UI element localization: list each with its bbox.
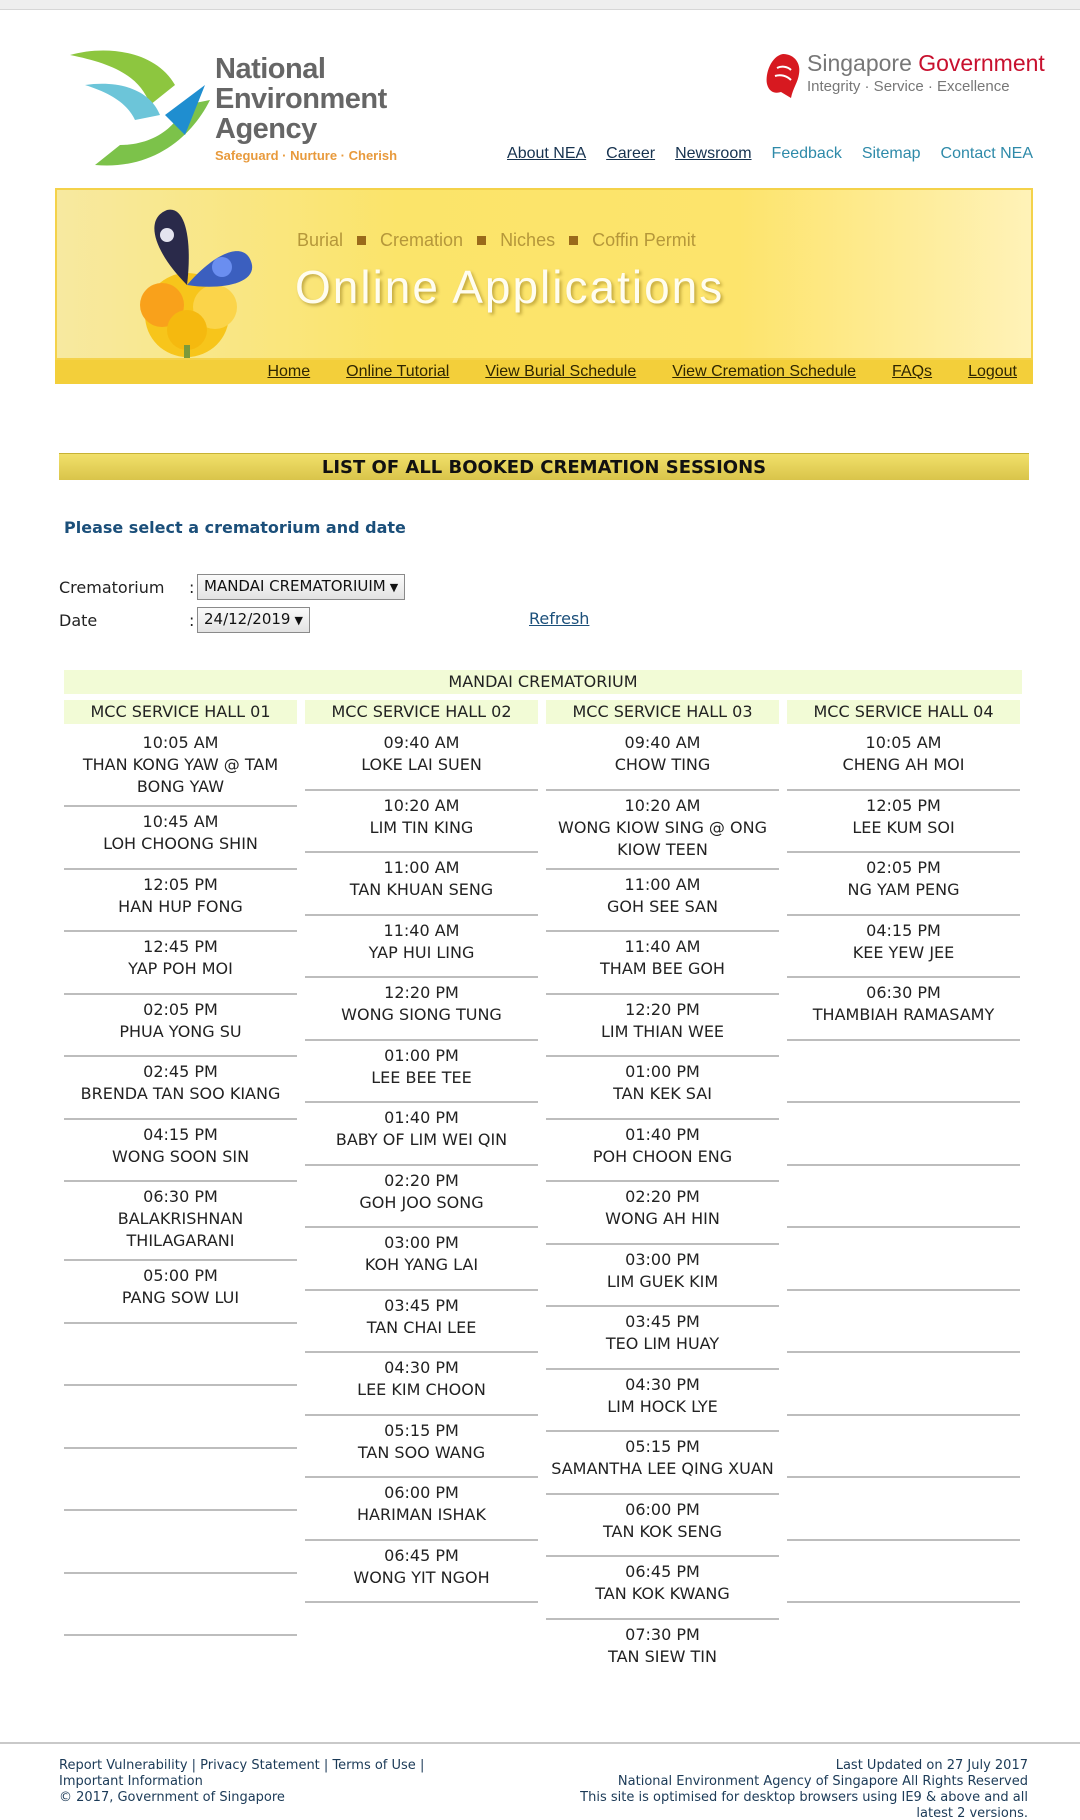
sub-nav-logout[interactable]: Logout [968, 363, 1017, 380]
empty-session-slot [64, 1386, 297, 1449]
square-bullet-icon [569, 236, 578, 245]
org-name-line-1: National [215, 53, 326, 85]
session-time: 09:40 AM [624, 733, 701, 752]
session-time: 07:30 PM [625, 1624, 700, 1644]
session-time: 03:00 PM [625, 1249, 700, 1269]
session-slot [305, 1353, 538, 1416]
session-slot [546, 1557, 779, 1620]
session-slot [305, 1166, 538, 1229]
session-slot [64, 1261, 297, 1324]
session-time: 12:05 PM [866, 795, 941, 815]
session-name: THAM BEE GOH [600, 959, 725, 978]
site-footer [0, 1742, 1080, 1820]
session-time: 12:20 PM [384, 983, 459, 1002]
session-time: 10:05 AM [865, 733, 942, 752]
session-slot [305, 791, 538, 854]
session-slot [305, 978, 538, 1041]
session-name: WONG YIT NGOH [353, 1567, 490, 1587]
session-name: LEE BEE TEE [371, 1067, 472, 1087]
top-nav-about-nea[interactable]: About NEA [507, 145, 587, 162]
empty-session-slot [787, 1416, 1020, 1479]
banner-service-niches: Niches [500, 230, 556, 250]
session-name: TAN KEK SAI [613, 1084, 712, 1103]
session-name: POH CHOON ENG [592, 1146, 733, 1166]
service-hall-01 [64, 700, 297, 1636]
sub-nav-view-burial-schedule[interactable]: View Burial Schedule [485, 363, 637, 380]
session-name: TEO LIM HUAY [605, 1334, 720, 1353]
crematorium-select[interactable] [197, 574, 405, 600]
sub-nav-faqs[interactable]: FAQs [892, 363, 933, 380]
nea-logo-icon [65, 45, 215, 175]
session-time: 04:15 PM [866, 920, 941, 940]
session-time: 06:00 PM [625, 1499, 700, 1519]
session-time: 01:00 PM [384, 1045, 459, 1065]
session-time: 04:30 PM [625, 1374, 700, 1394]
online-applications-banner [55, 188, 1033, 360]
session-time: 10:20 AM [624, 795, 701, 815]
session-time: 06:45 PM [625, 1562, 700, 1581]
session-time: 11:00 AM [383, 858, 460, 877]
session-time: 09:40 AM [383, 733, 460, 752]
footer-links [59, 1758, 479, 1806]
session-slot [546, 932, 779, 995]
empty-session-slot [787, 1166, 1020, 1229]
session-list [787, 728, 1020, 1603]
session-slot [546, 1370, 779, 1433]
crematorium-label: Crematorium [59, 578, 165, 597]
dropdown-arrow-icon: ▼ [389, 581, 399, 594]
session-slot [305, 1291, 538, 1354]
session-slot [787, 978, 1020, 1041]
session-name: CHENG AH MOI [842, 755, 965, 774]
footer-rights: National Environment Agency of Singapore All Rights Reserved [617, 1774, 1028, 1789]
session-slot [546, 1620, 779, 1683]
session-time: 10:20 AM [383, 795, 460, 815]
session-slot [305, 728, 538, 791]
banner-service-burial: Burial [297, 230, 344, 250]
session-name: TAN CHAI LEE [366, 1317, 477, 1337]
session-slot [787, 791, 1020, 854]
session-name: PANG SOW LUI [121, 1288, 240, 1307]
session-time: 10:05 AM [142, 733, 219, 752]
org-name [215, 54, 387, 144]
session-time: 05:00 PM [143, 1266, 218, 1285]
page-title: LIST OF ALL BOOKED CREMATION SESSIONS [59, 453, 1029, 480]
sub-nav [55, 360, 1033, 384]
sub-nav-online-tutorial[interactable]: Online Tutorial [346, 363, 450, 380]
footer-report-vulnerability[interactable]: Report Vulnerability [59, 1758, 188, 1773]
empty-session-slot [787, 1478, 1020, 1541]
session-slot [787, 916, 1020, 979]
session-slot [64, 1182, 297, 1261]
session-name: WONG AH HIN [605, 1209, 720, 1228]
session-time: 02:20 PM [384, 1170, 459, 1190]
session-name: YAP POH MOI [128, 959, 233, 978]
session-time: 05:15 PM [625, 1437, 700, 1456]
session-time: 11:40 AM [624, 937, 701, 956]
footer-terms-of-use[interactable]: Terms of Use [332, 1758, 416, 1773]
session-name: THAN KONG YAW @ TAM BONG YAW [82, 755, 279, 796]
empty-session-slot [787, 1103, 1020, 1166]
empty-session-slot [787, 1291, 1020, 1354]
session-name: BALAKRISHNAN THILAGARANI [117, 1209, 244, 1250]
session-time: 03:00 PM [384, 1233, 459, 1252]
session-slot [546, 728, 779, 791]
session-name: CHOW TING [614, 755, 711, 774]
session-time: 06:30 PM [143, 1187, 218, 1206]
session-slot [546, 995, 779, 1058]
empty-session-slot [787, 1041, 1020, 1104]
session-slot [305, 1416, 538, 1479]
session-time: 02:45 PM [143, 1062, 218, 1081]
session-name: TAN KHUAN SENG [349, 880, 494, 899]
footer-separator: | [187, 1758, 201, 1773]
empty-session-slot [64, 1574, 297, 1637]
session-slot [305, 853, 538, 916]
sg-title-prefix: Singapore [807, 50, 919, 76]
session-slot [305, 916, 538, 979]
top-nav-contact-nea[interactable]: Contact NEA [940, 145, 1033, 162]
footer-browser-note: This site is optimised for desktop browsers using IE9 & above and all latest 2 versions. [580, 1790, 1028, 1820]
service-hall-02 [305, 700, 538, 1603]
crematorium-select-value: MANDAI CREMATORIUIM [204, 577, 386, 595]
empty-session-slot [64, 1449, 297, 1512]
session-slot [64, 728, 297, 807]
session-list [305, 728, 538, 1603]
session-time: 06:00 PM [384, 1483, 459, 1502]
session-slot [787, 853, 1020, 916]
session-slot [64, 995, 297, 1058]
session-list [64, 728, 297, 1636]
empty-session-slot [787, 1353, 1020, 1416]
session-slot [305, 1228, 538, 1291]
session-list [546, 728, 779, 1682]
top-nav-sitemap[interactable]: Sitemap [861, 145, 921, 162]
org-tagline: Safeguard · Nurture · Cherish [215, 148, 398, 163]
session-time: 11:00 AM [624, 874, 701, 894]
service-hall-04 [787, 700, 1020, 1603]
session-name: WONG KIOW SING @ ONG KIOW TEEN [558, 817, 767, 859]
session-slot [305, 1041, 538, 1104]
banner-services [297, 230, 696, 251]
crematorium-heading: MANDAI CREMATORIUM [64, 670, 1022, 694]
session-time: 02:05 PM [143, 999, 218, 1019]
session-slot [546, 1432, 779, 1495]
sg-title-suffix: Government [918, 50, 1045, 76]
top-nav [507, 145, 1033, 163]
session-name: YAP HUI LING [368, 942, 475, 962]
session-name: TAN KOK SENG [603, 1521, 722, 1541]
sg-government-logo [763, 50, 1045, 100]
square-bullet-icon [357, 236, 366, 245]
session-name: LIM THIAN WEE [600, 1021, 725, 1041]
session-slot [64, 1057, 297, 1120]
session-name: TAN KOK KWANG [595, 1584, 730, 1603]
session-slot [64, 870, 297, 933]
session-slot [787, 728, 1020, 791]
top-nav-career[interactable]: Career [606, 145, 656, 162]
session-slot [305, 1103, 538, 1166]
session-name: HAN HUP FONG [118, 896, 243, 916]
session-name: GOH JOO SONG [359, 1192, 484, 1212]
dropdown-arrow-icon: ▼ [294, 614, 303, 627]
sg-government-title [807, 50, 1045, 77]
top-nav-feedback[interactable]: Feedback [771, 145, 842, 162]
butterfly-flower-icon [87, 195, 287, 360]
session-time: 06:30 PM [866, 983, 941, 1002]
session-time: 05:15 PM [384, 1420, 459, 1440]
footer-copyright: © 2017, Government of Singapore [59, 1790, 285, 1805]
session-slot [64, 807, 297, 870]
empty-session-slot [64, 1511, 297, 1574]
date-select[interactable] [197, 607, 310, 633]
session-name: LIM GUEK KIM [606, 1271, 719, 1291]
session-name: LOKE LAI SUEN [361, 755, 482, 774]
session-slot [546, 1120, 779, 1183]
date-select-value: 24/12/2019 [204, 610, 291, 628]
footer-separator: | [319, 1758, 333, 1773]
date-colon: : [189, 611, 195, 630]
site-header [55, 40, 1045, 180]
session-slot [305, 1541, 538, 1604]
empty-session-slot [787, 1228, 1020, 1291]
session-name: TAN SOO WANG [357, 1442, 486, 1462]
session-name: KOH YANG LAI [364, 1255, 479, 1274]
browser-top-edge [0, 0, 1080, 10]
session-name: LOH CHOONG SHIN [103, 834, 258, 853]
banner-service-coffin-permit: Coffin Permit [592, 230, 696, 250]
selection-instruction: Please select a crematorium and date [64, 518, 406, 537]
session-name: HARIMAN ISHAK [357, 1505, 486, 1524]
session-slot [305, 1478, 538, 1541]
session-name: BRENDA TAN SOO KIANG [80, 1084, 281, 1103]
date-label: Date [59, 611, 98, 630]
footer-info [548, 1758, 1028, 1820]
session-name: LIM TIN KING [369, 817, 474, 837]
service-hall-03 [546, 700, 779, 1682]
refresh-link[interactable]: Refresh [529, 609, 590, 628]
session-time: 02:05 PM [866, 858, 941, 877]
session-slot [546, 1182, 779, 1245]
session-name: BABY OF LIM WEI QIN [335, 1130, 508, 1149]
session-name: WONG SIONG TUNG [341, 1005, 502, 1024]
session-name: NG YAM PENG [847, 880, 960, 899]
session-time: 12:45 PM [143, 937, 218, 956]
session-slot [546, 1495, 779, 1558]
footer-privacy-statement[interactable]: Privacy Statement [200, 1758, 320, 1773]
lion-head-icon [763, 52, 803, 100]
top-nav-newsroom[interactable]: Newsroom [675, 145, 752, 162]
session-slot [546, 870, 779, 933]
session-time: 01:40 PM [625, 1124, 700, 1144]
hall-header: MCC SERVICE HALL 03 [546, 700, 779, 724]
session-time: 02:20 PM [625, 1187, 700, 1206]
square-bullet-icon [477, 236, 486, 245]
session-slot [546, 791, 779, 870]
hall-header: MCC SERVICE HALL 01 [64, 700, 297, 724]
session-slot [64, 1120, 297, 1183]
session-name: LEE KIM CHOON [357, 1380, 486, 1399]
footer-separator: | [415, 1758, 425, 1773]
session-time: 11:40 AM [383, 920, 460, 940]
session-time: 06:45 PM [384, 1545, 459, 1565]
org-name-line-3: Agency [215, 113, 317, 145]
empty-session-slot [64, 1324, 297, 1387]
session-name: GOH SEE SAN [607, 896, 718, 916]
banner-service-cremation: Cremation [380, 230, 464, 250]
session-name: LEE KUM SOI [852, 817, 955, 837]
banner-title: Online Applications [295, 261, 725, 313]
sub-nav-home[interactable]: Home [267, 363, 311, 380]
session-time: 03:45 PM [625, 1312, 700, 1331]
session-time: 04:30 PM [384, 1358, 459, 1377]
sub-nav-view-cremation-schedule[interactable]: View Cremation Schedule [672, 363, 857, 380]
empty-session-slot [787, 1541, 1020, 1604]
session-time: 03:45 PM [384, 1295, 459, 1315]
crematorium-colon: : [189, 578, 195, 597]
session-slot [546, 1245, 779, 1308]
hall-header: MCC SERVICE HALL 04 [787, 700, 1020, 724]
session-name: THAMBIAH RAMASAMY [812, 1005, 995, 1024]
session-time: 01:40 PM [384, 1108, 459, 1127]
session-name: WONG SOON SIN [111, 1146, 250, 1166]
session-name: TAN SIEW TIN [608, 1646, 717, 1666]
org-name-line-2: Environment [215, 83, 387, 115]
session-name: KEE YEW JEE [852, 942, 955, 962]
sg-government-motto: Integrity · Service · Excellence [807, 78, 1010, 95]
session-name: PHUA YONG SU [119, 1021, 242, 1041]
footer-important-information[interactable]: Important Information [59, 1774, 203, 1789]
session-time: 10:45 AM [142, 812, 219, 831]
session-time: 01:00 PM [625, 1062, 700, 1081]
session-slot [546, 1057, 779, 1120]
footer-last-updated: Last Updated on 27 July 2017 [835, 1758, 1028, 1773]
session-slot [546, 1307, 779, 1370]
session-slot [64, 932, 297, 995]
session-name: LIM HOCK LYE [607, 1396, 718, 1416]
hall-header: MCC SERVICE HALL 02 [305, 700, 538, 724]
session-time: 04:15 PM [143, 1124, 218, 1144]
session-name: SAMANTHA LEE QING XUAN [551, 1459, 774, 1478]
session-time: 12:20 PM [625, 999, 700, 1019]
session-time: 12:05 PM [143, 874, 218, 894]
